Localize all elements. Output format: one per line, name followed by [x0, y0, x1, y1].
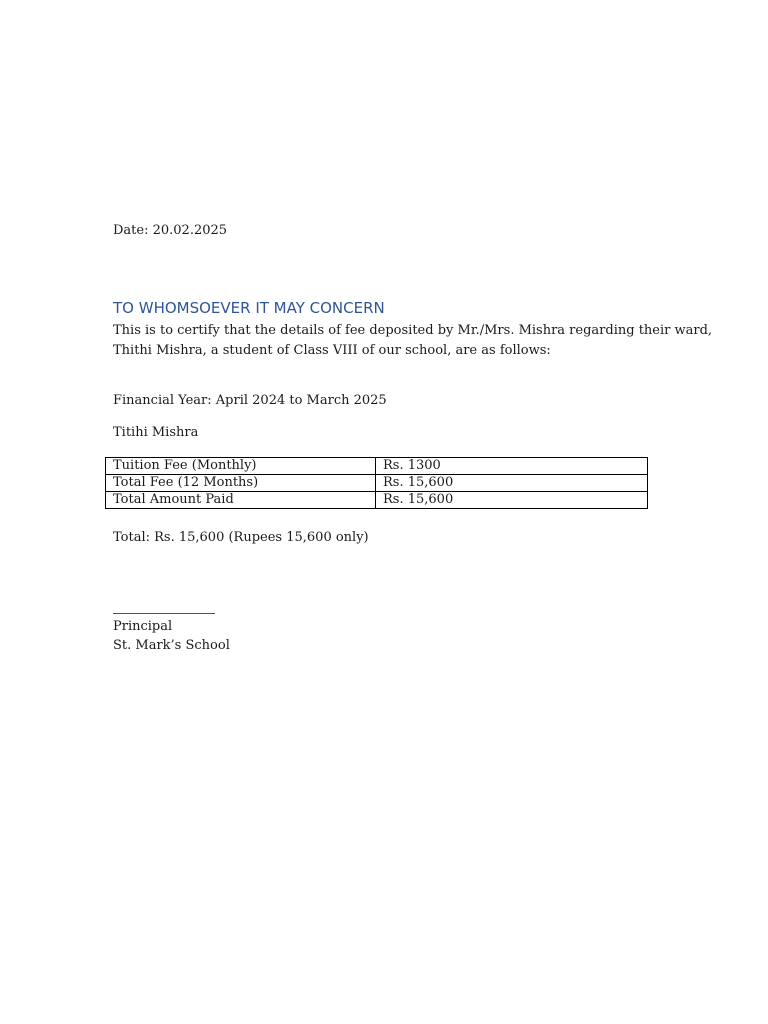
table-row — [106, 458, 648, 475]
document-date: Date: 20.02.2025 — [113, 223, 228, 238]
fee-label: Total Fee (12 Months) — [106, 475, 376, 492]
fee-value: Rs. 1300 — [376, 458, 648, 475]
signature-line — [113, 613, 215, 614]
fee-table — [105, 457, 648, 509]
signature-title: Principal — [113, 619, 173, 634]
document-heading: TO WHOMSOEVER IT MAY CONCERN — [113, 299, 385, 317]
fee-label: Total Amount Paid — [106, 492, 376, 509]
intro-line-2: Thithi Mishra, a student of Class VIII of our school, are as follows: — [113, 343, 551, 358]
financial-year: Financial Year: April 2024 to March 2025 — [113, 393, 387, 408]
table-row — [106, 475, 648, 492]
fee-label: Tuition Fee (Monthly) — [106, 458, 376, 475]
fee-value: Rs. 15,600 — [376, 475, 648, 492]
student-name: Titihi Mishra — [113, 425, 199, 440]
fee-value: Rs. 15,600 — [376, 492, 648, 509]
signature-school: St. Mark’s School — [113, 638, 230, 653]
table-row — [106, 492, 648, 509]
total-amount: Total: Rs. 15,600 (Rupees 15,600 only) — [113, 530, 369, 545]
intro-paragraph — [113, 321, 713, 361]
intro-line-1: This is to certify that the details of fee deposited by Mr./Mrs. Mishra regarding their ward, — [113, 323, 713, 338]
